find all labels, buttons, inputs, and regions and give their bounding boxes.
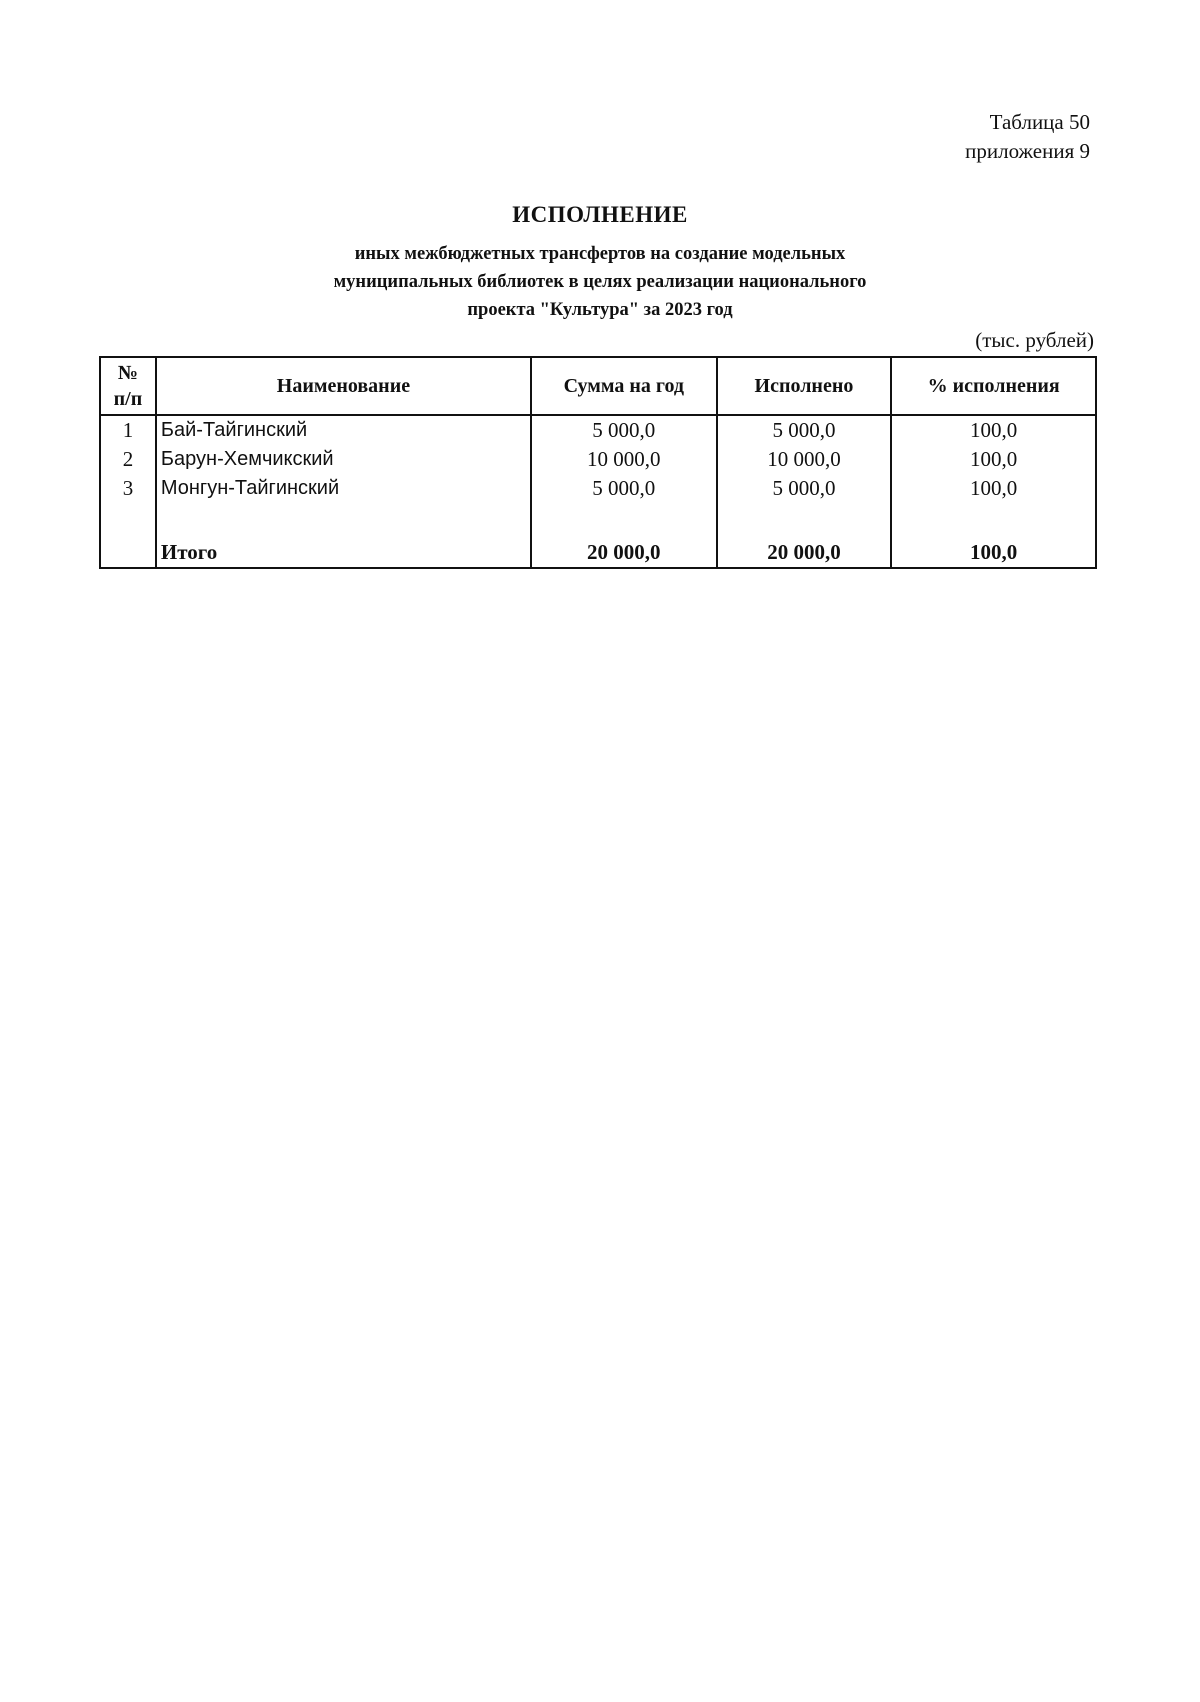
row-sum: 5 000,0 [531, 474, 717, 503]
total-number-cell [100, 503, 156, 568]
subtitle-line: муниципальных библиотек в целях реализации национального [333, 272, 867, 292]
header-number: № п/п [100, 357, 156, 415]
row-name: Бай-Тайгинский [156, 415, 531, 445]
row-name: Барун-Хемчикский [156, 445, 531, 474]
row-done: 5 000,0 [717, 415, 892, 445]
total-sum: 20 000,0 [531, 503, 717, 568]
table-row [100, 445, 1096, 474]
execution-table [99, 356, 1097, 569]
row-number: 1 [100, 415, 156, 445]
subtitle-line: иных межбюджетных трансфертов на создание модельных [354, 244, 846, 264]
subtitle-line: проекта "Культура" за 2023 год [467, 300, 733, 320]
row-done: 5 000,0 [717, 474, 892, 503]
header-sum: Сумма на год [531, 357, 717, 415]
total-done: 20 000,0 [717, 503, 892, 568]
table-reference [965, 108, 1090, 166]
row-done: 10 000,0 [717, 445, 892, 474]
total-percent: 100,0 [891, 503, 1096, 568]
table-row [100, 415, 1096, 445]
row-sum: 5 000,0 [531, 415, 717, 445]
document-subtitle [250, 240, 950, 324]
header-percent: % исполнения [891, 357, 1096, 415]
units-label: (тыс. рублей) [975, 328, 1094, 352]
total-row [100, 503, 1096, 568]
row-number: 2 [100, 445, 156, 474]
document-title: ИСПОЛНЕНИЕ [512, 202, 688, 227]
total-label: Итого [156, 503, 531, 568]
appendix-number: приложения 9 [965, 139, 1090, 163]
table-row [100, 474, 1096, 503]
row-percent: 100,0 [891, 445, 1096, 474]
row-number: 3 [100, 474, 156, 503]
table-header-row [100, 357, 1096, 415]
header-done: Исполнено [717, 357, 892, 415]
row-name: Монгун-Тайгинский [156, 474, 531, 503]
header-name: Наименование [156, 357, 531, 415]
row-sum: 10 000,0 [531, 445, 717, 474]
table-number: Таблица 50 [989, 110, 1090, 134]
row-percent: 100,0 [891, 415, 1096, 445]
row-percent: 100,0 [891, 474, 1096, 503]
